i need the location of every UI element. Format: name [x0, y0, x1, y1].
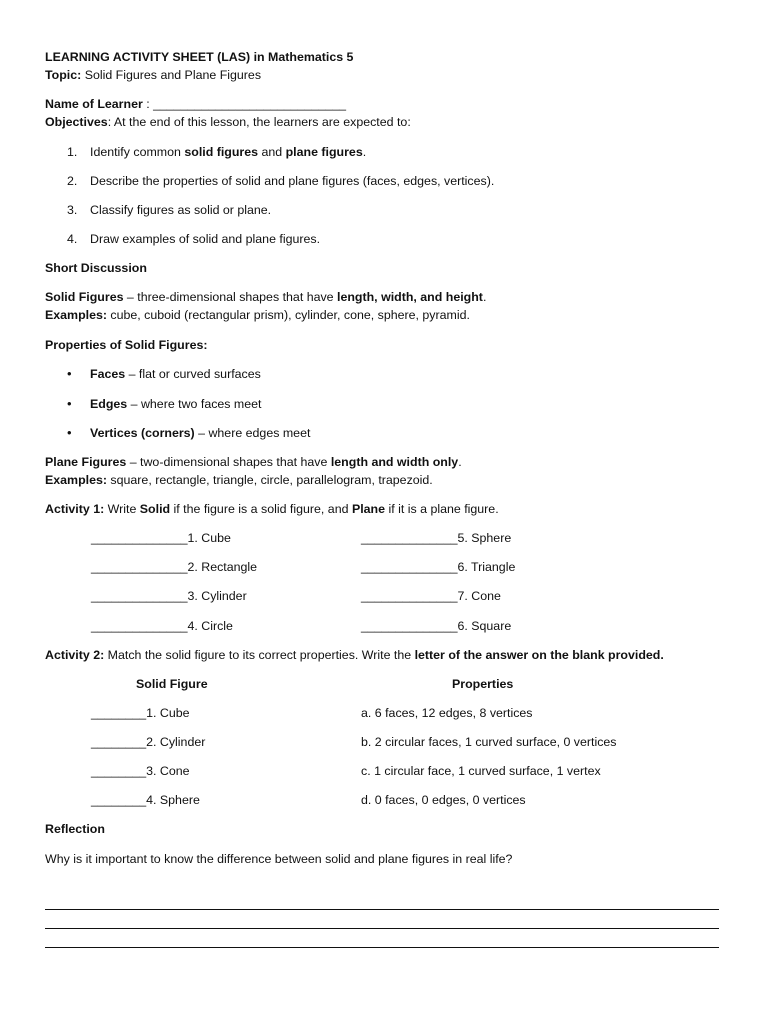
solid-figures-examples: Examples: cube, cuboid (rectangular prism), cylinder, cone, sphere, pyramid.: [45, 308, 470, 322]
property-bullet: • Edges – where two faces meet: [67, 396, 262, 411]
objectives-intro: Objectives: At the end of this lesson, the learners are expected to:: [45, 115, 411, 129]
objective-item: 3. Classify figures as solid or plane.: [67, 203, 272, 217]
discussion-heading: Short Discussion: [45, 261, 147, 275]
objective-item: 4. Draw examples of solid and plane figures.: [67, 232, 321, 246]
activity1-item: ______________4. Circle: [91, 619, 233, 633]
activity1-item: ______________5. Sphere: [361, 531, 512, 545]
activity2-item: ________3. Cone: [91, 764, 190, 778]
property-bullet: • Faces – flat or curved surfaces: [67, 366, 261, 381]
activity2-property: b. 2 circular faces, 1 curved surface, 0 vertices: [361, 735, 617, 749]
activity1-item: ______________3. Cylinder: [91, 589, 247, 603]
plane-figures-definition: Plane Figures – two-dimensional shapes that have length and width only.: [45, 455, 462, 469]
answer-line: [45, 947, 719, 948]
activity1-instructions: Activity 1: Write Solid if the figure is a solid figure, and Plane if it is a plane figure.: [45, 502, 499, 516]
activity1-item: ______________1. Cube: [91, 531, 231, 545]
answer-line: [45, 909, 719, 910]
plane-figures-examples: Examples: square, rectangle, triangle, circle, parallelogram, trapezoid.: [45, 473, 433, 487]
activity2-column-solid-figure: Solid Figure: [136, 677, 208, 691]
reflection-question: Why is it important to know the difference between solid and plane figures in real life?: [45, 852, 513, 866]
bullet-icon: •: [67, 425, 72, 440]
activity1-item: ______________2. Rectangle: [91, 560, 258, 574]
document-title: LEARNING ACTIVITY SHEET (LAS) in Mathematics 5: [45, 50, 354, 64]
bullet-icon: •: [67, 396, 72, 411]
activity2-item: ________4. Sphere: [91, 793, 200, 807]
objective-item: 1. Identify common solid figures and plane figures.: [67, 145, 367, 159]
solid-figures-definition: Solid Figures – three-dimensional shapes that have length, width, and height.: [45, 290, 487, 304]
reflection-heading: Reflection: [45, 822, 105, 836]
activity2-property: a. 6 faces, 12 edges, 8 vertices: [361, 706, 533, 720]
activity2-item: ________1. Cube: [91, 706, 190, 720]
activity1-item: ______________6. Triangle: [361, 560, 516, 574]
properties-heading: Properties of Solid Figures:: [45, 338, 208, 352]
activity2-property: c. 1 circular face, 1 curved surface, 1 vertex: [361, 764, 601, 778]
activity2-column-properties: Properties: [452, 677, 514, 691]
learner-name-line: Name of Learner : ____________________________: [45, 97, 347, 111]
answer-line: [45, 928, 719, 929]
activity1-item: ______________7. Cone: [361, 589, 501, 603]
topic-line: Topic: Solid Figures and Plane Figures: [45, 68, 262, 82]
property-bullet: • Vertices (corners) – where edges meet: [67, 425, 311, 440]
activity2-instructions: Activity 2: Match the solid figure to its correct properties. Write the letter of the answer on the blank provided.: [45, 648, 664, 662]
objective-item: 2. Describe the properties of solid and plane figures (faces, edges, vertices).: [67, 174, 495, 188]
bullet-icon: •: [67, 366, 72, 381]
activity2-property: d. 0 faces, 0 edges, 0 vertices: [361, 793, 526, 807]
activity2-item: ________2. Cylinder: [91, 735, 206, 749]
activity1-item: ______________6. Square: [361, 619, 512, 633]
